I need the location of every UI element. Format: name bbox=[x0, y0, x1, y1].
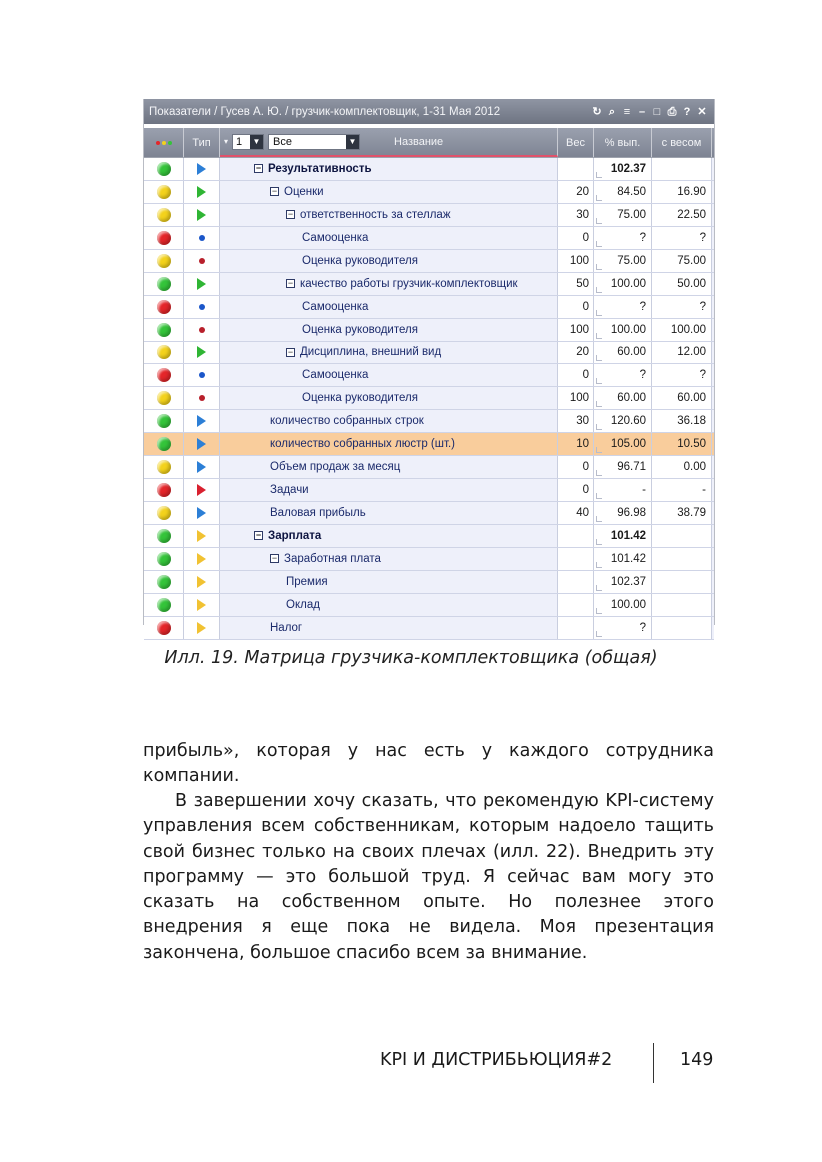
type-cell bbox=[184, 525, 220, 547]
weighted-cell bbox=[652, 158, 712, 180]
green-triangle-icon bbox=[197, 209, 206, 221]
row-name: Оценка руководителя bbox=[302, 254, 418, 267]
red-status-light-icon bbox=[157, 621, 171, 635]
table-row[interactable] bbox=[144, 410, 714, 433]
list-icon[interactable]: ≡ bbox=[623, 105, 631, 118]
yellow-status-light-icon bbox=[157, 345, 171, 359]
yellow-status-light-icon bbox=[157, 254, 171, 268]
row-name: Налог bbox=[270, 621, 303, 634]
row-name: качество работы грузчик-комплектовщик bbox=[300, 277, 518, 290]
weighted-cell bbox=[652, 594, 712, 616]
name-cell bbox=[220, 502, 558, 524]
red-dot-icon bbox=[156, 141, 160, 145]
weighted-cell bbox=[652, 617, 712, 639]
percent-value: ? bbox=[639, 369, 646, 382]
cell-corner-icon bbox=[596, 585, 602, 591]
type-cell bbox=[184, 227, 220, 249]
type-cell bbox=[184, 364, 220, 386]
header-name-column bbox=[220, 128, 558, 157]
collapse-icon[interactable]: − bbox=[255, 163, 262, 174]
percent-value: 105.00 bbox=[610, 438, 646, 451]
name-cell bbox=[220, 319, 558, 341]
percent-cell bbox=[594, 479, 652, 501]
percent-cell bbox=[594, 296, 652, 318]
type-cell bbox=[184, 548, 220, 570]
cell-corner-icon bbox=[596, 401, 602, 407]
row-name: Премия bbox=[286, 575, 328, 588]
green-triangle-icon bbox=[197, 186, 206, 198]
percent-value: ? bbox=[639, 231, 646, 244]
weight-cell bbox=[558, 594, 594, 616]
cell-corner-icon bbox=[596, 378, 602, 384]
row-name: Самооценка bbox=[302, 369, 369, 382]
collapse-icon[interactable]: − bbox=[287, 209, 294, 220]
blue-dot-icon bbox=[199, 235, 205, 241]
type-cell bbox=[184, 319, 220, 341]
percent-value: 102.37 bbox=[610, 575, 646, 588]
red-dot-icon bbox=[199, 395, 205, 401]
green-status-light-icon bbox=[157, 437, 171, 451]
percent-value: 100.00 bbox=[610, 277, 646, 290]
weight-cell: 10 bbox=[558, 433, 594, 455]
green-status-light-icon bbox=[157, 277, 171, 291]
status-cell bbox=[144, 342, 184, 364]
weight-cell: 0 bbox=[558, 479, 594, 501]
row-name: Оценки bbox=[284, 185, 324, 198]
paragraph-2-text: В завершении хочу сказать, что рекомендую KPI-систему управления всем собственникам, которым надоело тащить свой бизнес только на своих плечах (илл. 22). Внедрить эту программу — это большой труд. Я сейчас вам могу это сказать на собственном опыте. Но полезнее этого внедрения я еще пока не видела. Моя презентация закончена, большое спасибо всем за внимание. bbox=[143, 791, 714, 963]
type-cell bbox=[184, 571, 220, 593]
minimize-icon[interactable]: – bbox=[638, 105, 646, 118]
percent-cell bbox=[594, 273, 652, 295]
type-cell bbox=[184, 456, 220, 478]
weight-cell bbox=[558, 617, 594, 639]
level-select-value: 1 bbox=[236, 135, 243, 148]
weight-cell: 30 bbox=[558, 410, 594, 432]
blue-triangle-icon bbox=[197, 507, 206, 519]
table-row[interactable] bbox=[144, 571, 714, 594]
footer-divider bbox=[653, 1043, 654, 1083]
yellow-triangle-icon bbox=[197, 622, 206, 634]
name-cell bbox=[220, 273, 558, 295]
red-dot-icon bbox=[199, 327, 205, 333]
weighted-cell: 50.00 bbox=[652, 273, 712, 295]
green-status-light-icon bbox=[157, 162, 171, 176]
weighted-cell: ? bbox=[652, 364, 712, 386]
table-header bbox=[144, 128, 714, 157]
cell-corner-icon bbox=[596, 287, 602, 293]
percent-cell bbox=[594, 227, 652, 249]
red-dot-icon bbox=[199, 258, 205, 264]
name-cell bbox=[220, 456, 558, 478]
row-name: Заработная плата bbox=[284, 552, 381, 565]
row-name: количество собранных люстр (шт.) bbox=[270, 438, 455, 451]
type-cell bbox=[184, 594, 220, 616]
cell-corner-icon bbox=[596, 470, 602, 476]
row-name: Зарплата bbox=[268, 529, 322, 542]
status-cell bbox=[144, 296, 184, 318]
weight-cell: 30 bbox=[558, 204, 594, 226]
status-cell bbox=[144, 250, 184, 272]
percent-value: 100.00 bbox=[610, 323, 646, 336]
header-status-column[interactable] bbox=[144, 128, 184, 157]
blue-triangle-icon bbox=[197, 163, 206, 175]
name-cell bbox=[220, 594, 558, 616]
green-dot-icon bbox=[168, 141, 172, 145]
red-status-light-icon bbox=[157, 483, 171, 497]
filter-select[interactable] bbox=[268, 134, 360, 150]
yellow-status-light-icon bbox=[157, 460, 171, 474]
name-cell bbox=[220, 364, 558, 386]
percent-cell bbox=[594, 181, 652, 203]
cell-corner-icon bbox=[596, 355, 602, 361]
print-icon[interactable]: ⎙ bbox=[667, 105, 677, 118]
level-select[interactable] bbox=[232, 134, 264, 150]
cell-corner-icon bbox=[596, 172, 602, 178]
weighted-cell: 10.50 bbox=[652, 433, 712, 455]
percent-cell bbox=[594, 342, 652, 364]
name-cell bbox=[220, 181, 558, 203]
collapse-icon[interactable]: − bbox=[271, 186, 278, 197]
weighted-cell bbox=[652, 548, 712, 570]
running-footer-title: KPI И ДИСТРИБЬЮЦИЯ#2 bbox=[380, 1050, 613, 1070]
weighted-cell: 38.79 bbox=[652, 502, 712, 524]
blue-triangle-icon bbox=[197, 461, 206, 473]
cell-corner-icon bbox=[596, 218, 602, 224]
table-row[interactable] bbox=[144, 227, 714, 250]
name-cell bbox=[220, 296, 558, 318]
status-cell bbox=[144, 410, 184, 432]
type-cell bbox=[184, 479, 220, 501]
weighted-cell: - bbox=[652, 479, 712, 501]
percent-value: ? bbox=[639, 621, 646, 634]
cell-corner-icon bbox=[596, 516, 602, 522]
percent-value: 75.00 bbox=[617, 254, 646, 267]
red-status-light-icon bbox=[157, 300, 171, 314]
percent-cell bbox=[594, 204, 652, 226]
weighted-cell: 22.50 bbox=[652, 204, 712, 226]
yellow-status-light-icon bbox=[157, 208, 171, 222]
cell-corner-icon bbox=[596, 424, 602, 430]
percent-value: 120.60 bbox=[610, 415, 646, 428]
weighted-cell: 75.00 bbox=[652, 250, 712, 272]
percent-value: 100.00 bbox=[610, 598, 646, 611]
table-row[interactable] bbox=[144, 594, 714, 617]
percent-value: 60.00 bbox=[617, 392, 646, 405]
chevron-down-icon: ▼ bbox=[250, 135, 263, 149]
name-cell bbox=[220, 158, 558, 180]
name-cell bbox=[220, 617, 558, 639]
percent-cell bbox=[594, 456, 652, 478]
status-cell bbox=[144, 158, 184, 180]
status-cell bbox=[144, 387, 184, 409]
status-cell bbox=[144, 433, 184, 455]
green-status-light-icon bbox=[157, 414, 171, 428]
name-cell bbox=[220, 525, 558, 547]
green-status-light-icon bbox=[157, 575, 171, 589]
maximize-icon[interactable]: □ bbox=[653, 105, 661, 118]
status-cell bbox=[144, 273, 184, 295]
name-cell bbox=[220, 387, 558, 409]
percent-cell bbox=[594, 571, 652, 593]
type-cell bbox=[184, 181, 220, 203]
filter-arrow-icon[interactable]: ▾ bbox=[224, 137, 229, 146]
table-row[interactable] bbox=[144, 204, 714, 227]
table-row[interactable] bbox=[144, 525, 714, 548]
paragraph-conclusion bbox=[143, 789, 714, 966]
header-percent[interactable]: % вып. bbox=[594, 128, 652, 157]
name-cell bbox=[220, 410, 558, 432]
table-row[interactable] bbox=[144, 364, 714, 387]
yellow-triangle-icon bbox=[197, 553, 206, 565]
green-status-light-icon bbox=[157, 552, 171, 566]
row-name: количество собранных строк bbox=[270, 415, 424, 428]
green-status-light-icon bbox=[157, 598, 171, 612]
red-triangle-icon bbox=[197, 484, 206, 496]
percent-value: 96.98 bbox=[617, 507, 646, 520]
header-weighted[interactable]: с весом bbox=[652, 128, 712, 157]
name-cell bbox=[220, 342, 558, 364]
weight-cell: 0 bbox=[558, 456, 594, 478]
cell-corner-icon bbox=[596, 562, 602, 568]
type-cell bbox=[184, 502, 220, 524]
status-cell bbox=[144, 548, 184, 570]
cell-corner-icon bbox=[596, 333, 602, 339]
weighted-cell: 100.00 bbox=[652, 319, 712, 341]
yellow-status-light-icon bbox=[157, 391, 171, 405]
weight-cell: 20 bbox=[558, 342, 594, 364]
name-cell bbox=[220, 433, 558, 455]
yellow-dot-icon bbox=[162, 141, 166, 145]
status-cell bbox=[144, 204, 184, 226]
cell-corner-icon bbox=[596, 447, 602, 453]
name-cell bbox=[220, 571, 558, 593]
chevron-down-icon: ▼ bbox=[346, 135, 359, 149]
status-cell bbox=[144, 617, 184, 639]
window-title: Показатели / Гусев А. Ю. / грузчик-комплектовщик, 1-31 Мая 2012 bbox=[149, 105, 501, 118]
type-cell bbox=[184, 342, 220, 364]
status-cell bbox=[144, 319, 184, 341]
kpi-table-body bbox=[144, 157, 714, 640]
weight-cell: 0 bbox=[558, 227, 594, 249]
weight-cell: 50 bbox=[558, 273, 594, 295]
header-name[interactable]: Название bbox=[394, 135, 444, 148]
filter-select-value: Все bbox=[273, 135, 292, 148]
table-row[interactable] bbox=[144, 342, 714, 365]
percent-value: 102.37 bbox=[610, 162, 646, 175]
type-cell bbox=[184, 204, 220, 226]
blue-triangle-icon bbox=[197, 415, 206, 427]
weighted-cell: ? bbox=[652, 227, 712, 249]
green-status-light-icon bbox=[157, 529, 171, 543]
kpi-window bbox=[143, 99, 715, 634]
percent-value: 101.42 bbox=[610, 529, 646, 542]
weighted-cell: 36.18 bbox=[652, 410, 712, 432]
name-cell bbox=[220, 204, 558, 226]
table-row[interactable] bbox=[144, 433, 714, 456]
percent-cell bbox=[594, 364, 652, 386]
percent-cell bbox=[594, 502, 652, 524]
status-cell bbox=[144, 571, 184, 593]
table-row[interactable] bbox=[144, 548, 714, 571]
weighted-cell: 12.00 bbox=[652, 342, 712, 364]
table-row[interactable] bbox=[144, 617, 714, 640]
green-triangle-icon bbox=[197, 346, 206, 358]
traffic-light-icon bbox=[156, 141, 172, 145]
percent-value: 96.71 bbox=[617, 461, 646, 474]
status-cell bbox=[144, 525, 184, 547]
table-row[interactable] bbox=[144, 296, 714, 319]
table-row[interactable] bbox=[144, 319, 714, 342]
weight-cell: 0 bbox=[558, 296, 594, 318]
type-cell bbox=[184, 410, 220, 432]
name-cell bbox=[220, 227, 558, 249]
yellow-triangle-icon bbox=[197, 576, 206, 588]
percent-cell bbox=[594, 158, 652, 180]
type-cell bbox=[184, 250, 220, 272]
type-cell bbox=[184, 617, 220, 639]
weighted-cell: ? bbox=[652, 296, 712, 318]
row-name: Объем продаж за месяц bbox=[270, 461, 401, 474]
red-status-light-icon bbox=[157, 231, 171, 245]
weighted-cell: 60.00 bbox=[652, 387, 712, 409]
status-cell bbox=[144, 364, 184, 386]
row-name: Задачи bbox=[270, 484, 309, 497]
weight-cell bbox=[558, 548, 594, 570]
weight-cell: 100 bbox=[558, 250, 594, 272]
search-icon[interactable]: ⌕ bbox=[608, 105, 616, 118]
help-icon[interactable]: ? bbox=[683, 105, 691, 118]
red-status-light-icon bbox=[157, 368, 171, 382]
blue-dot-icon bbox=[199, 304, 205, 310]
weight-cell bbox=[558, 571, 594, 593]
status-cell bbox=[144, 227, 184, 249]
row-name: Оценка руководителя bbox=[302, 392, 418, 405]
weight-cell: 100 bbox=[558, 319, 594, 341]
percent-cell bbox=[594, 250, 652, 272]
percent-cell bbox=[594, 387, 652, 409]
name-cell bbox=[220, 250, 558, 272]
row-name: Дисциплина, внешний вид bbox=[300, 346, 442, 359]
paragraph-continuation bbox=[143, 739, 714, 790]
type-cell bbox=[184, 433, 220, 455]
green-status-light-icon bbox=[157, 323, 171, 337]
type-cell bbox=[184, 387, 220, 409]
percent-cell bbox=[594, 594, 652, 616]
table-row[interactable] bbox=[144, 250, 714, 273]
table-row[interactable] bbox=[144, 387, 714, 410]
weight-cell: 100 bbox=[558, 387, 594, 409]
status-cell bbox=[144, 594, 184, 616]
percent-value: - bbox=[642, 484, 646, 497]
status-cell bbox=[144, 479, 184, 501]
weighted-cell bbox=[652, 525, 712, 547]
green-triangle-icon bbox=[197, 278, 206, 290]
percent-value: 75.00 bbox=[617, 208, 646, 221]
yellow-triangle-icon bbox=[197, 599, 206, 611]
status-cell bbox=[144, 181, 184, 203]
collapse-icon[interactable]: − bbox=[255, 530, 262, 541]
paragraph-1-text: прибыль», которая у нас есть у каждого сотрудника компании. bbox=[143, 741, 714, 787]
collapse-icon[interactable]: − bbox=[287, 346, 294, 357]
weighted-cell: 0.00 bbox=[652, 456, 712, 478]
row-name: Самооценка bbox=[302, 300, 369, 313]
percent-cell bbox=[594, 548, 652, 570]
weight-cell bbox=[558, 525, 594, 547]
collapse-icon[interactable]: − bbox=[271, 553, 278, 564]
cell-corner-icon bbox=[596, 195, 602, 201]
weighted-cell: 16.90 bbox=[652, 181, 712, 203]
yellow-status-light-icon bbox=[157, 185, 171, 199]
table-row[interactable] bbox=[144, 158, 714, 181]
cell-corner-icon bbox=[596, 241, 602, 247]
status-cell bbox=[144, 456, 184, 478]
type-cell bbox=[184, 273, 220, 295]
cell-corner-icon bbox=[596, 539, 602, 545]
weight-cell bbox=[558, 158, 594, 180]
header-type[interactable]: Тип bbox=[184, 128, 220, 157]
weight-cell: 40 bbox=[558, 502, 594, 524]
type-cell bbox=[184, 296, 220, 318]
page-number: 149 bbox=[680, 1050, 714, 1070]
table-row[interactable] bbox=[144, 273, 714, 296]
table-row[interactable] bbox=[144, 502, 714, 525]
yellow-triangle-icon bbox=[197, 530, 206, 542]
blue-triangle-icon bbox=[197, 438, 206, 450]
percent-value: 101.42 bbox=[610, 552, 646, 565]
table-row[interactable] bbox=[144, 456, 714, 479]
table-row[interactable] bbox=[144, 479, 714, 502]
yellow-status-light-icon bbox=[157, 506, 171, 520]
collapse-icon[interactable]: − bbox=[287, 278, 294, 289]
name-cell bbox=[220, 548, 558, 570]
status-cell bbox=[144, 502, 184, 524]
figure-caption: Илл. 19. Матрица грузчика-комплектовщика (общая) bbox=[164, 648, 658, 668]
weighted-cell bbox=[652, 571, 712, 593]
percent-cell bbox=[594, 319, 652, 341]
refresh-icon[interactable]: ↻ bbox=[592, 105, 602, 118]
cell-corner-icon bbox=[596, 608, 602, 614]
window-titlebar bbox=[144, 99, 714, 124]
row-name: Результативность bbox=[268, 162, 372, 175]
cell-corner-icon bbox=[596, 631, 602, 637]
percent-value: ? bbox=[639, 300, 646, 313]
row-name: Оклад bbox=[286, 598, 320, 611]
percent-cell bbox=[594, 525, 652, 547]
percent-value: 60.00 bbox=[617, 346, 646, 359]
percent-cell bbox=[594, 410, 652, 432]
blue-dot-icon bbox=[199, 372, 205, 378]
cell-corner-icon bbox=[596, 493, 602, 499]
weight-cell: 20 bbox=[558, 181, 594, 203]
type-cell bbox=[184, 158, 220, 180]
header-weight[interactable]: Вес bbox=[558, 128, 594, 157]
percent-value: 84.50 bbox=[617, 185, 646, 198]
cell-corner-icon bbox=[596, 310, 602, 316]
table-row[interactable] bbox=[144, 181, 714, 204]
row-name: Оценка руководителя bbox=[302, 323, 418, 336]
cell-corner-icon bbox=[596, 264, 602, 270]
close-icon[interactable]: ✕ bbox=[697, 105, 707, 118]
weight-cell: 0 bbox=[558, 364, 594, 386]
percent-cell bbox=[594, 433, 652, 455]
name-cell bbox=[220, 479, 558, 501]
percent-cell bbox=[594, 617, 652, 639]
row-name: ответственность за стеллаж bbox=[300, 208, 451, 221]
row-name: Валовая прибыль bbox=[270, 507, 366, 520]
row-name: Самооценка bbox=[302, 231, 369, 244]
